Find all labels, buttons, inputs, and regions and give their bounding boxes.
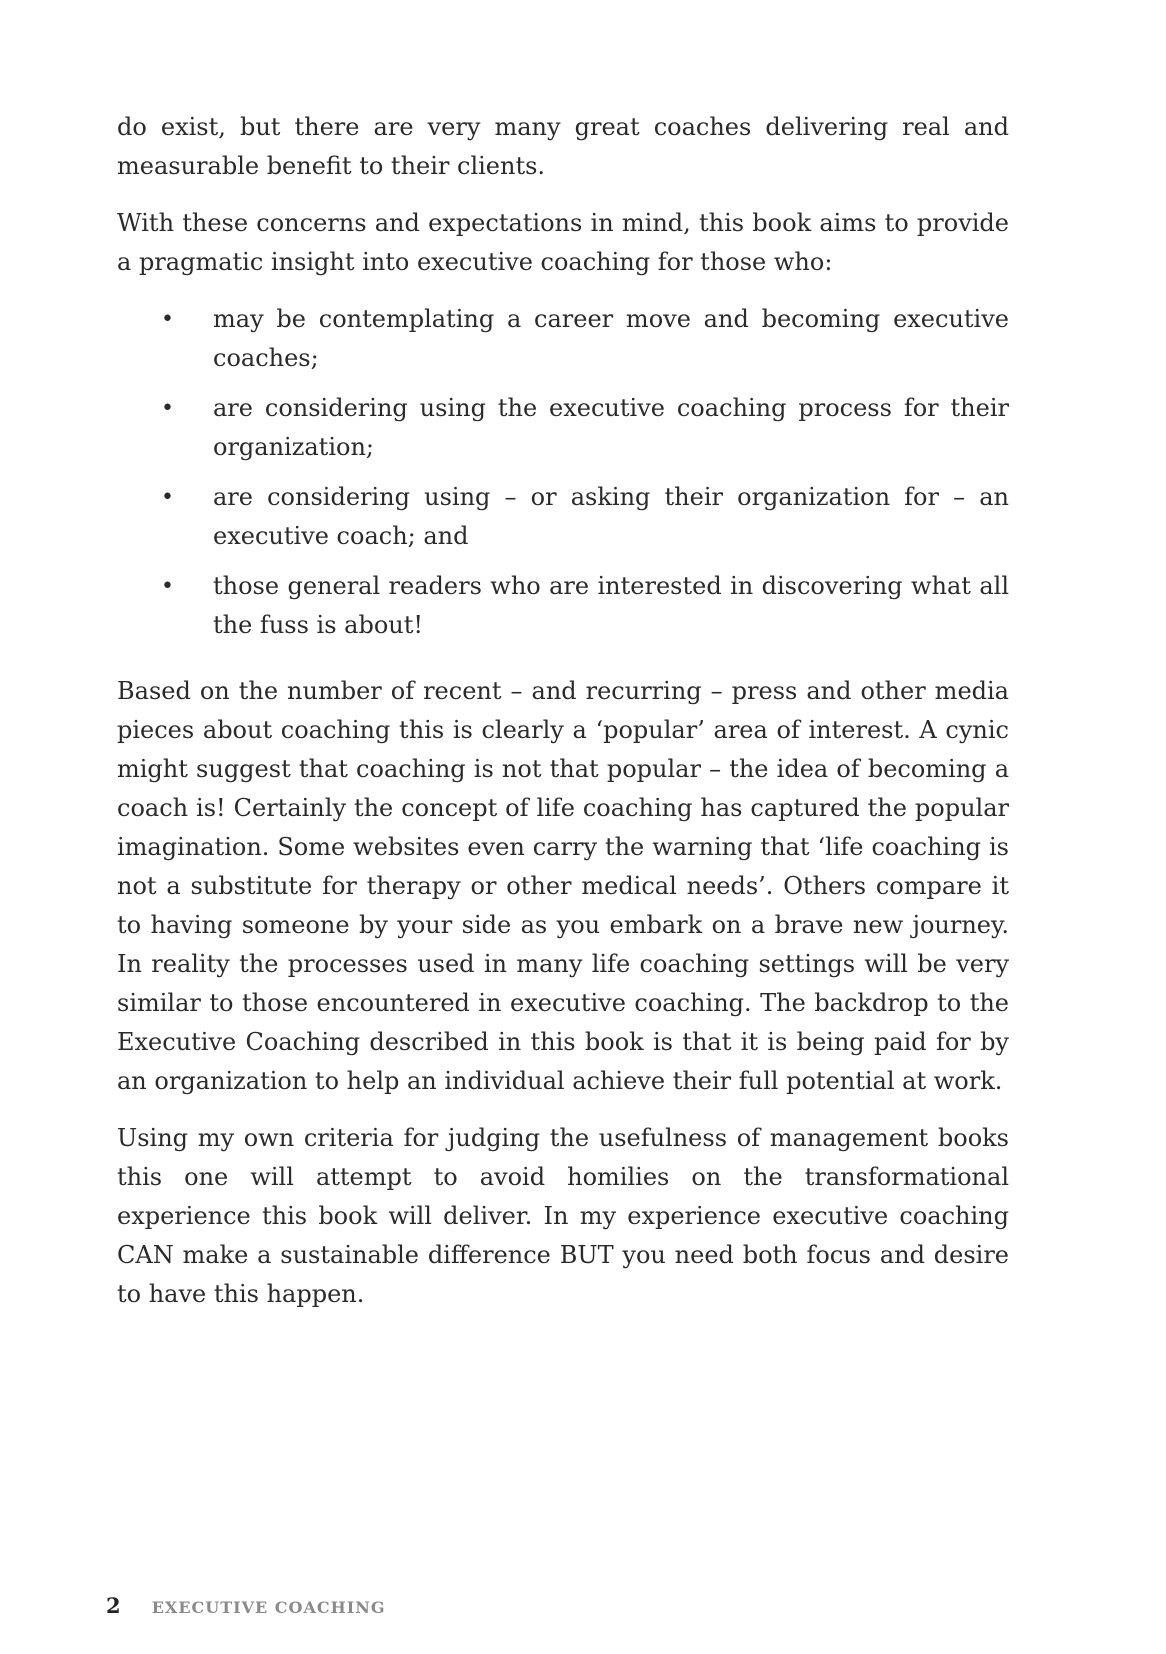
list-item [117,300,1009,378]
list-item-text: may be contemplating a career move and becoming executive coaches; [213,305,1009,372]
bullet-icon: • [161,485,174,510]
page-body [117,108,1009,1332]
paragraph-criteria: Using my own criteria for judging the usefulness of management books this one will attempt to avoid homilies on the transformational experience this book will deliver. In my experience executive coaching CAN make a sustainable difference BUT you need both focus and desire to have this happen. [117,1124,1009,1308]
paragraph-continuation: do exist, but there are very many great coaches delivering real and measurable benefit to their clients. [117,113,1009,180]
list-item [117,478,1009,556]
list-item [117,567,1009,645]
paragraph-popularity: Based on the number of recent – and recurring – press and other media pieces about coaching this is clearly a ‘popular’ area of interest. A cynic might suggest that coaching is not that popular – the idea of becoming a coach is! Certainly the concept of life coaching has captured the popular imagination. Some websites even carry the warning that ‘life coaching is not a substitute for therapy or other medical needs’. Others compare it to having someone by your side as you embark on a brave new journey. In reality the processes used in many life coaching settings will be very similar to those encountered in executive coaching. The backdrop to the Executive Coaching described in this book is that it is being paid for by an organization to help an individual achieve their full potential at work. [117,677,1009,1095]
list-item-text: are considering using – or asking their organization for – an executive coach; and [213,483,1009,550]
list-item [117,389,1009,467]
page-number: 2 [106,1593,121,1618]
list-item-text: those general readers who are interested in discovering what all the fuss is about! [213,572,1009,639]
audience-list [117,300,1009,645]
bullet-icon: • [161,574,174,599]
page-footer [106,1593,386,1618]
bullet-icon: • [161,307,174,332]
bullet-icon: • [161,396,174,421]
list-item-text: are considering using the executive coaching process for their organization; [213,394,1009,461]
paragraph-intro: With these concerns and expectations in mind, this book aims to provide a pragmatic insight into executive coaching for those who: [117,209,1009,276]
running-head: EXECUTIVE COACHING [151,1598,386,1617]
